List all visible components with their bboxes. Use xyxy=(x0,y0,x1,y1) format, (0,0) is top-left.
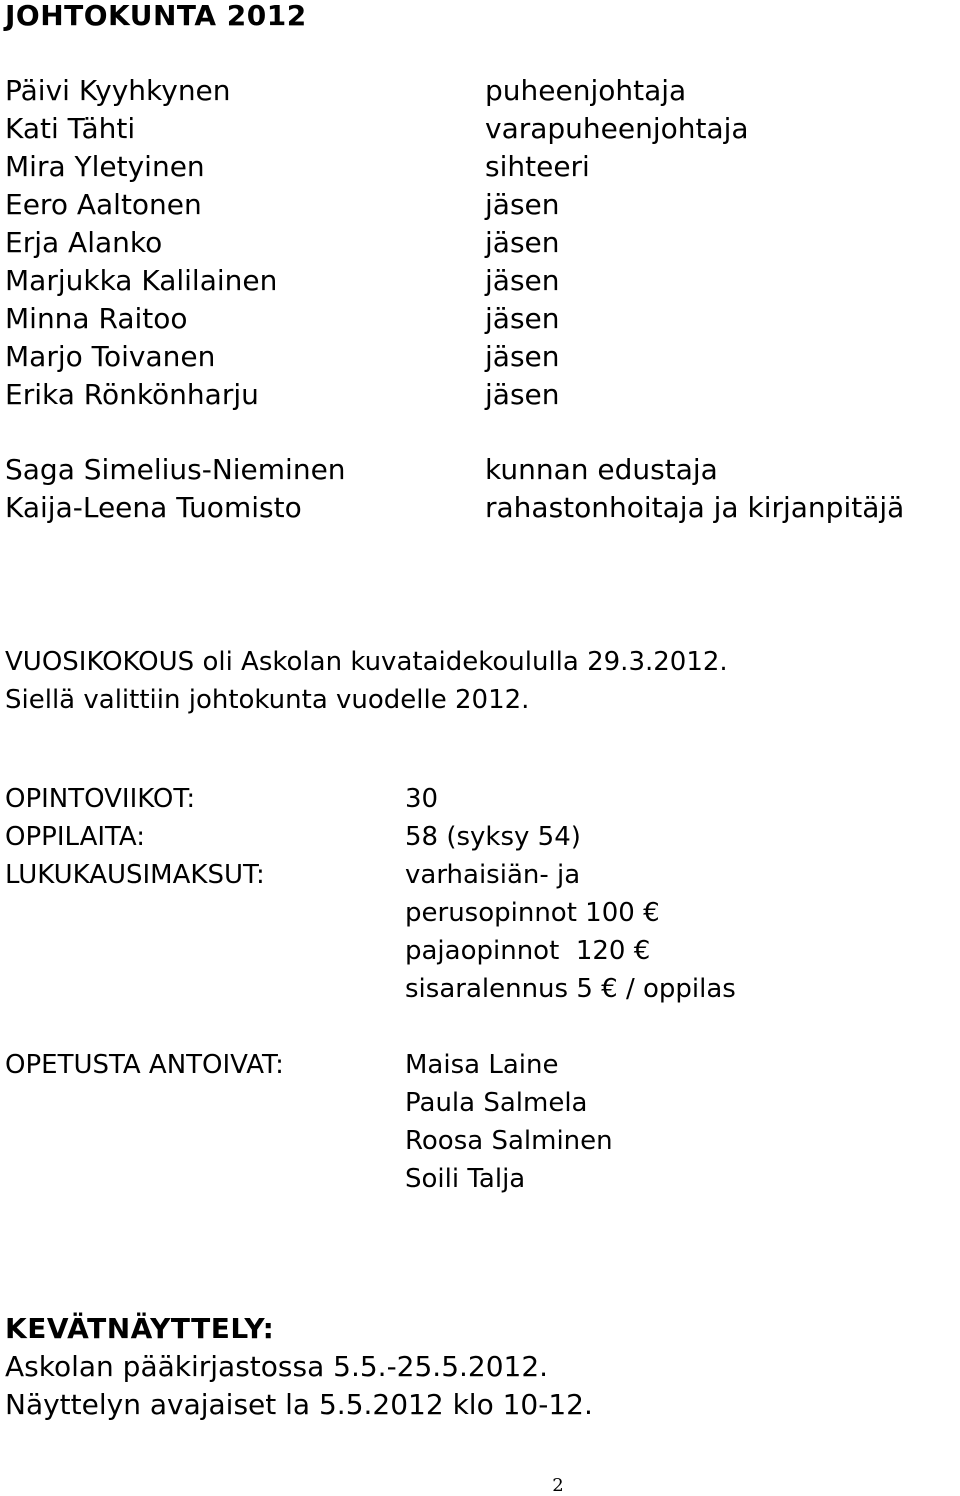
member-role: jäsen xyxy=(485,378,560,411)
info-row-teachers-cont xyxy=(5,1122,960,1160)
info-label: OPPILAITA: xyxy=(5,822,145,852)
info-row-teachers-cont xyxy=(5,1160,960,1198)
teacher-name: Roosa Salminen xyxy=(405,1126,613,1156)
exhibition-line: Näyttelyn avajaiset la 5.5.2012 klo 10-12. xyxy=(5,1388,593,1421)
board-members-list xyxy=(5,72,960,527)
annual-meeting-paragraph xyxy=(5,643,728,719)
exhibition-heading: KEVÄTNÄYTTELY: xyxy=(5,1312,275,1345)
info-label: LUKUKAUSIMAKSUT: xyxy=(5,860,265,890)
info-value: pajaopinnot 120 € xyxy=(405,936,651,966)
annual-meeting-line: VUOSIKOKOUS oli Askolan kuvataidekoululla 29.3.2012. xyxy=(5,647,728,677)
member-role: varapuheenjohtaja xyxy=(485,112,749,145)
member-name: Marjukka Kalilainen xyxy=(5,264,278,297)
member-name: Mira Yletyinen xyxy=(5,150,205,183)
member-name: Erika Rönkönharju xyxy=(5,378,259,411)
member-name: Kati Tähti xyxy=(5,112,136,145)
board-member-row xyxy=(5,72,960,110)
board-member-row xyxy=(5,338,960,376)
teacher-name: Paula Salmela xyxy=(405,1088,588,1118)
board-member-row xyxy=(5,300,960,338)
info-value: perusopinnot 100 € xyxy=(405,898,660,928)
spacer xyxy=(5,414,960,451)
info-row-teachers-cont xyxy=(5,1084,960,1122)
board-member-row xyxy=(5,224,960,262)
school-info-section xyxy=(5,780,960,1198)
member-role: kunnan edustaja xyxy=(485,453,718,486)
board-member-row xyxy=(5,186,960,224)
member-role: jäsen xyxy=(485,188,560,221)
member-name: Saga Simelius-Nieminen xyxy=(5,453,346,486)
exhibition-section xyxy=(5,1310,593,1424)
board-member-row xyxy=(5,262,960,300)
page-number: 2 xyxy=(552,1475,564,1496)
info-value: 58 (syksy 54) xyxy=(405,822,581,852)
member-name: Eero Aaltonen xyxy=(5,188,202,221)
member-role: jäsen xyxy=(485,226,560,259)
info-value: sisaralennus 5 € / oppilas xyxy=(405,974,736,1004)
member-role: puheenjohtaja xyxy=(485,74,687,107)
info-label: OPINTOVIIKOT: xyxy=(5,784,196,814)
member-role: jäsen xyxy=(485,302,560,335)
board-member-row xyxy=(5,489,960,527)
info-row-students xyxy=(5,818,960,856)
board-member-row xyxy=(5,110,960,148)
teacher-name: Maisa Laine xyxy=(405,1050,559,1080)
board-member-row xyxy=(5,148,960,186)
exhibition-line: Askolan pääkirjastossa 5.5.-25.5.2012. xyxy=(5,1350,549,1383)
info-row-fees-cont xyxy=(5,894,960,932)
annual-meeting-line: Siellä valittiin johtokunta vuodelle 2012. xyxy=(5,685,530,715)
member-name: Erja Alanko xyxy=(5,226,163,259)
member-role: jäsen xyxy=(485,264,560,297)
member-role: jäsen xyxy=(485,340,560,373)
member-name: Kaija-Leena Tuomisto xyxy=(5,491,302,524)
info-row-fees xyxy=(5,856,960,894)
info-value: 30 xyxy=(405,784,439,814)
teacher-name: Soili Talja xyxy=(405,1164,526,1194)
page-title: JOHTOKUNTA 2012 xyxy=(5,0,307,32)
info-row-courses xyxy=(5,780,960,818)
member-name: Minna Raitoo xyxy=(5,302,188,335)
info-row-fees-cont xyxy=(5,932,960,970)
member-role: rahastonhoitaja ja kirjanpitäjä xyxy=(485,491,905,524)
info-label: OPETUSTA ANTOIVAT: xyxy=(5,1050,284,1080)
member-name: Päivi Kyyhkynen xyxy=(5,74,231,107)
member-role: sihteeri xyxy=(485,150,590,183)
member-name: Marjo Toivanen xyxy=(5,340,216,373)
info-row-fees-cont xyxy=(5,970,960,1008)
spacer xyxy=(5,1008,960,1046)
info-value: varhaisiän- ja xyxy=(405,860,581,890)
board-member-row xyxy=(5,376,960,414)
board-member-row xyxy=(5,451,960,489)
info-row-teachers xyxy=(5,1046,960,1084)
